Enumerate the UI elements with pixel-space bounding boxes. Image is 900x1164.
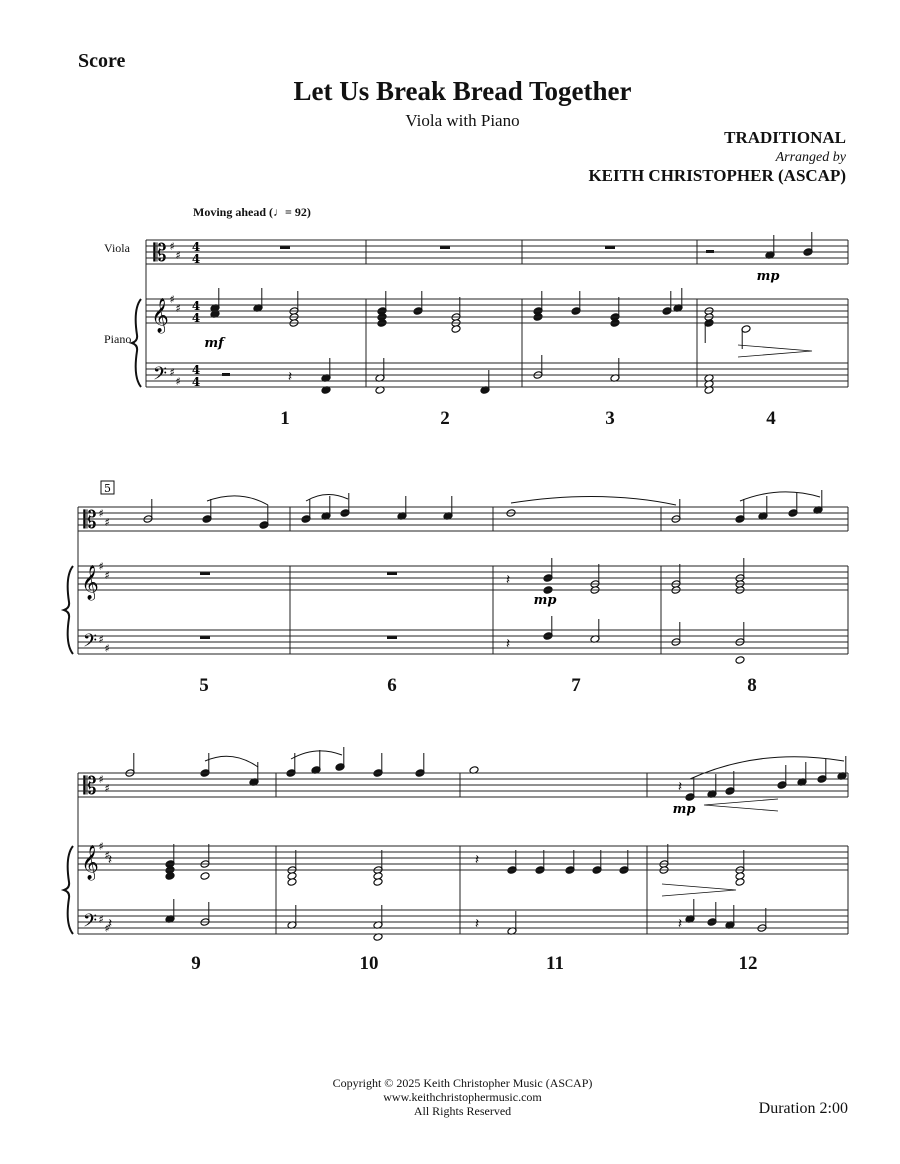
sharp-icon: ♯: [175, 302, 181, 315]
arranged-by-label: Arranged by: [775, 150, 846, 165]
note: [671, 564, 681, 588]
piano-bass-staff-3: [78, 910, 848, 934]
note: [757, 908, 767, 932]
note: [321, 358, 331, 382]
decrescendo-hairpin: [662, 884, 736, 896]
notehead: [373, 878, 383, 887]
sharp-icon: ♯: [104, 642, 110, 655]
quarter-rest: 𝄽: [287, 369, 293, 385]
treble-clef-icon: 𝄞: [151, 298, 169, 333]
viola-instrument-label: Viola: [104, 241, 130, 255]
note: [662, 291, 672, 315]
piano-instrument-label: Piano: [104, 332, 132, 346]
note: [533, 291, 543, 315]
note: [397, 496, 407, 520]
note: [685, 777, 695, 801]
sharp-icon: ♯: [104, 569, 110, 582]
time-signature-bottom: 4: [191, 252, 201, 266]
note: [659, 844, 669, 868]
quarter-rest: 𝄽: [107, 916, 113, 932]
system-3: [64, 747, 848, 941]
quarter-rest: 𝄽: [505, 572, 511, 588]
measure-number: 3: [605, 408, 615, 429]
score-label: Score: [78, 50, 126, 72]
note: [373, 878, 383, 887]
note: [200, 902, 210, 926]
note: [200, 844, 210, 868]
note: [507, 850, 517, 874]
note: [287, 850, 297, 874]
measure-number: 2: [440, 408, 450, 429]
website-line: www.keithchristophermusic.com: [383, 1090, 542, 1104]
piano-treble-staff-1: [146, 299, 848, 323]
sharp-icon: ♯: [169, 366, 175, 379]
slur: [306, 494, 348, 501]
note: [571, 291, 581, 315]
bass-clef-icon: 𝄢: [82, 631, 98, 656]
note: [451, 297, 461, 321]
note: [543, 616, 553, 640]
dynamic-marking: mf: [204, 336, 224, 351]
piece-subtitle: Viola with Piano: [405, 111, 520, 130]
sharp-icon: ♯: [98, 773, 104, 786]
alto-clef-icon: 𝄡: [83, 772, 97, 800]
note: [535, 850, 545, 874]
note: [480, 370, 490, 394]
note: [200, 753, 210, 777]
piano-treble-staff-2: [78, 566, 848, 590]
note: [373, 753, 383, 777]
note: [735, 558, 745, 582]
half-rest: [706, 250, 714, 253]
composer-credit: TRADITIONAL: [724, 128, 846, 147]
sharp-icon: ♯: [175, 249, 181, 262]
note: [735, 850, 745, 874]
sharp-icon: ♯: [104, 922, 110, 935]
note: [735, 878, 745, 887]
note: [210, 288, 220, 312]
note: [375, 358, 385, 382]
notehead: [165, 872, 175, 881]
note: [765, 235, 775, 259]
bass-clef-icon: 𝄢: [152, 364, 168, 389]
treble-clef-icon: 𝄞: [81, 565, 99, 600]
quarter-rest: 𝄽: [677, 916, 683, 932]
note: [507, 911, 517, 935]
note: [590, 619, 600, 643]
measure-number: 12: [738, 953, 758, 974]
piano-brace-icon: [64, 566, 73, 654]
sharp-icon: ♯: [98, 633, 104, 646]
quarter-rest: 𝄽: [474, 852, 480, 868]
note: [704, 319, 714, 343]
slur: [207, 496, 268, 505]
measure-number: 4: [766, 408, 776, 429]
crescendo-hairpin: [704, 799, 778, 811]
key-signature: [98, 507, 109, 529]
quarter-rest: 𝄽: [474, 916, 480, 932]
note: [373, 850, 383, 874]
note: [707, 774, 717, 798]
measure-number: 10: [359, 953, 379, 974]
sharp-icon: ♯: [104, 849, 110, 862]
viola-staff-1: [146, 240, 848, 264]
note: [610, 358, 620, 382]
note: [610, 297, 620, 321]
note: [725, 905, 735, 929]
notehead: [735, 656, 745, 665]
measure-number: 1: [280, 408, 290, 429]
sharp-icon: ♯: [98, 507, 104, 520]
note: [797, 762, 807, 786]
time-signature-top: 4: [191, 363, 201, 377]
dynamic-marking: mp: [672, 802, 696, 817]
key-signature: [98, 560, 109, 582]
tie: [511, 496, 676, 505]
rehearsal-mark: 5: [104, 482, 111, 495]
note: [415, 753, 425, 777]
key-signature: [169, 240, 180, 262]
note: [685, 899, 695, 923]
note: [533, 355, 543, 379]
note: [590, 564, 600, 588]
time-signature-top: 4: [191, 299, 201, 313]
notehead: [287, 878, 297, 887]
note: [803, 232, 813, 256]
key-signature: [98, 773, 109, 795]
note: [671, 499, 681, 523]
half-rest: [222, 373, 230, 376]
note: [451, 325, 461, 334]
note: [287, 905, 297, 929]
system-1: [132, 232, 848, 394]
note: [758, 496, 768, 520]
note: [735, 622, 745, 646]
notehead: [200, 872, 210, 881]
note: [673, 288, 683, 312]
alto-clef-icon: 𝄡: [83, 506, 97, 534]
note: [817, 759, 827, 783]
measure-number: 7: [571, 675, 581, 696]
arranger-credit: KEITH CHRISTOPHER (ASCAP): [588, 166, 846, 185]
note: [165, 844, 175, 868]
sharp-icon: ♯: [169, 240, 175, 253]
measure-number: 5: [199, 675, 209, 696]
dynamic-marking: mp: [756, 269, 780, 284]
note: [377, 291, 387, 315]
bass-clef-icon: 𝄢: [82, 911, 98, 936]
sharp-icon: ♯: [104, 516, 110, 529]
note: [671, 622, 681, 646]
note: [125, 753, 135, 777]
note: [813, 490, 823, 514]
viola-staff-2: [78, 507, 848, 531]
slur: [205, 756, 258, 767]
decrescendo-hairpin: [738, 345, 812, 357]
piano-bass-staff-1: [146, 363, 848, 387]
note: [619, 850, 629, 874]
tempo-marking: Moving ahead (♩= 92): [193, 205, 311, 219]
note: [249, 762, 259, 786]
note: [788, 493, 798, 517]
system-2: [64, 481, 848, 664]
sharp-icon: ♯: [104, 782, 110, 795]
time-signature-bottom: 4: [191, 375, 201, 389]
note: [301, 499, 311, 523]
note: [289, 291, 299, 315]
measure-number: 11: [546, 953, 564, 974]
note: [735, 656, 745, 665]
note: [335, 747, 345, 771]
note: [565, 850, 575, 874]
piano-treble-staff-3: [78, 846, 848, 870]
measure-number: 9: [191, 953, 201, 974]
copyright-line: Copyright © 2025 Keith Christopher Music (ASCAP): [332, 1076, 593, 1090]
sharp-icon: ♯: [98, 913, 104, 926]
measure-number: 6: [387, 675, 397, 696]
note: [592, 850, 602, 874]
alto-clef-icon: 𝄡: [153, 239, 167, 267]
time-signature-top: 4: [191, 240, 201, 254]
piano-bass-staff-2: [78, 630, 848, 654]
measure-number: 8: [747, 675, 757, 696]
note: [287, 878, 297, 887]
key-signature: [169, 293, 180, 315]
note: [321, 496, 331, 520]
quarter-rest: 𝄽: [107, 852, 113, 868]
quarter-rest: 𝄽: [505, 636, 511, 652]
sharp-icon: ♯: [98, 560, 104, 573]
note: [413, 291, 423, 315]
note: [143, 499, 153, 523]
note: [165, 899, 175, 923]
note: [373, 905, 383, 929]
slur: [740, 492, 820, 501]
note: [165, 872, 175, 881]
time-signature-bottom: 4: [191, 311, 201, 325]
note: [725, 771, 735, 795]
note: [253, 288, 263, 312]
note: [200, 872, 210, 881]
sharp-icon: ♯: [169, 293, 175, 306]
note: [777, 765, 787, 789]
piano-brace-icon: [64, 846, 73, 934]
notehead: [451, 325, 461, 334]
sharp-icon: ♯: [98, 840, 104, 853]
rights-line: All Rights Reserved: [413, 1104, 512, 1118]
piece-title: Let Us Break Bread Together: [293, 76, 632, 106]
slur: [291, 751, 342, 759]
treble-clef-icon: 𝄞: [81, 845, 99, 880]
note: [202, 499, 212, 523]
duration-label: Duration 2:00: [758, 1100, 848, 1117]
note: [259, 505, 269, 529]
sharp-icon: ♯: [175, 375, 181, 388]
note: [543, 558, 553, 582]
dynamic-marking: mp: [533, 593, 557, 608]
quarter-rest: 𝄽: [677, 779, 683, 795]
note: [311, 750, 321, 774]
piano-brace-icon: [132, 299, 141, 387]
note: [707, 902, 717, 926]
note: [735, 499, 745, 523]
note: [443, 496, 453, 520]
notehead: [735, 878, 745, 887]
